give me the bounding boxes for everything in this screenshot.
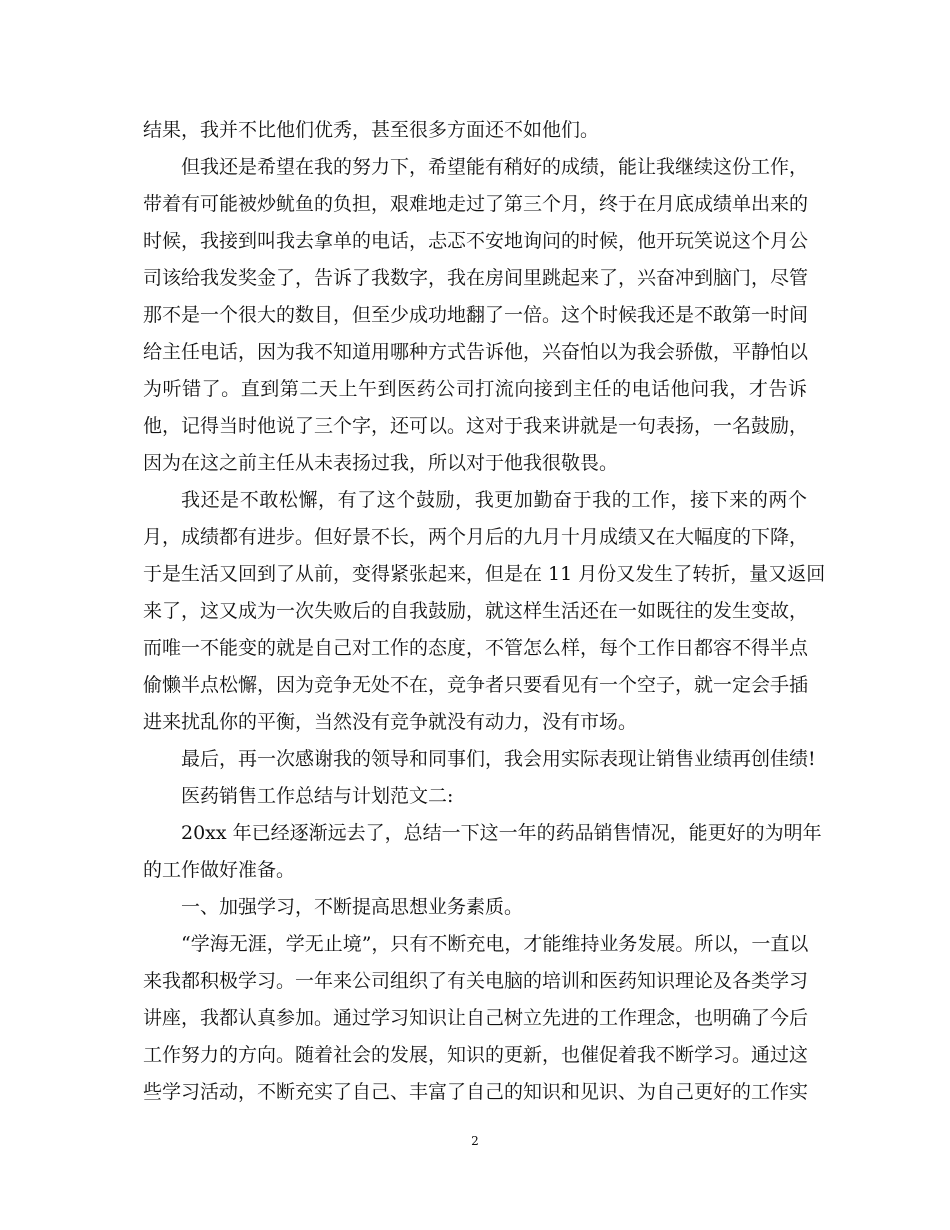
page-number: 2	[471, 1134, 479, 1148]
text-line: 讲座，我都认真参加。通过学习知识让自己树立先进的工作理念，也明确了今后	[143, 1007, 809, 1029]
text-line: 些学习活动，不断充实了自己、丰富了自己的知识和见识、为自己更好的工作实	[143, 1081, 809, 1103]
text-line: 司该给我发奖金了，告诉了我数字，我在房间里跳起来了，兴奋冲到脑门，尽管	[143, 267, 809, 289]
text-line: 他，记得当时他说了三个字，还可以。这对于我来讲就是一句表扬，一名鼓励，	[143, 415, 809, 437]
document-body	[143, 112, 826, 1111]
text-line: 医药销售工作总结与计划范文二:	[181, 785, 454, 807]
text-line: 而唯一不能变的就是自己对工作的态度，不管怎么样，每个工作日都容不得半点	[143, 637, 809, 659]
text-line: 为听错了。直到第二天上午到医药公司打流向接到主任的电话他问我，才告诉	[143, 378, 807, 400]
text-line: 20xx 年已经逐渐远去了，总结一下这一年的药品销售情况，能更好的为明年	[181, 822, 822, 844]
text-line: 时候，我接到叫我去拿单的电话，忐忑不安地询问的时候，他开玩笑说这个月公	[143, 230, 809, 252]
text-line: 工作努力的方向。随着社会的发展，知识的更新，也催促着我不断学习。通过这	[143, 1044, 809, 1066]
text-line: 我还是不敢松懈，有了这个鼓励，我更加勤奋于我的工作，接下来的两个	[181, 489, 807, 511]
text-line: 一、加强学习，不断提高思想业务素质。	[181, 896, 524, 918]
text-line: 因为在这之前主任从未表扬过我，所以对于他我很敬畏。	[143, 452, 619, 474]
text-line: 来了，这又成为一次失败后的自我鼓励，就这样生活还在一如既往的发生变故，	[143, 600, 809, 622]
text-line: 最后，再一次感谢我的领导和同事们，我会用实际表现让销售业绩再创佳绩!	[181, 748, 816, 770]
text-line: 结果，我并不比他们优秀，甚至很多方面还不如他们。	[143, 119, 600, 141]
text-line: 于是生活又回到了从前，变得紧张起来，但是在 11 月份又发生了转折，量又返回	[143, 563, 826, 585]
text-line: 月，成绩都有进步。但好景不长，两个月后的九月十月成绩又在大幅度的下降，	[143, 526, 809, 548]
text-line: 进来扰乱你的平衡，当然没有竞争就没有动力，没有市场。	[143, 711, 638, 733]
text-line: 但我还是希望在我的努力下，希望能有稍好的成绩，能让我继续这份工作，	[181, 156, 809, 178]
text-line: 那不是一个很大的数目，但至少成功地翻了一倍。这个时候我还是不敢第一时间	[143, 304, 809, 326]
text-line: “学海无涯，学无止境”，只有不断充电，才能维持业务发展。所以，一直以	[181, 933, 809, 955]
text-line: 带着有可能被炒鱿鱼的负担，艰难地走过了第三个月，终于在月底成绩单出来的	[143, 193, 809, 215]
text-line: 给主任电话，因为我不知道用哪种方式告诉他，兴奋怕以为我会骄傲，平静怕以	[143, 341, 809, 363]
text-line: 来我都积极学习。一年来公司组织了有关电脑的培训和医药知识理论及各类学习	[143, 970, 809, 992]
text-line: 的工作做好准备。	[143, 859, 296, 881]
text-line: 偷懒半点松懈，因为竞争无处不在，竞争者只要看见有一个空子，就一定会手插	[143, 674, 809, 696]
